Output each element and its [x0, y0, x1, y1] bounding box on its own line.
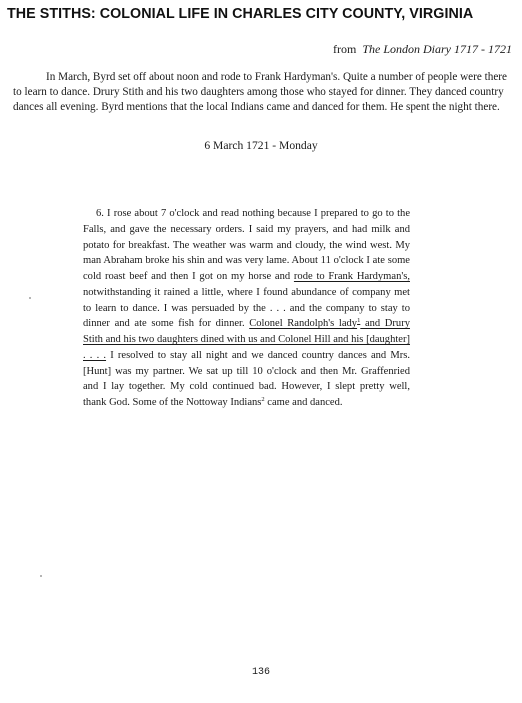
- page-number: 136: [251, 667, 270, 678]
- footnote-marker: 1: [357, 317, 361, 325]
- entry-text: I resolved to stay all night and we danced country dances and Mrs. [Hunt] was my partner. We sat up till 10 o'clock and then Mr. Graffenried and I lay together. My cold continued bad. However, I slept pretty well, thank God. Some of the Nottoway Indians: [83, 349, 410, 408]
- entry-text: notwithstanding it rained a little, where I found abundance of company met to learn to dance. I was persuaded by the . . . and the company to stay to dinner and ate some fish for dinner.: [83, 286, 410, 330]
- entry-text: came and danced.: [264, 397, 343, 408]
- footnote-marker: 2: [261, 396, 265, 403]
- entry-text: 6. I rose about 7 o'clock and read nothing because I prepared to go to the Falls, and gave the necessary orders. I said my prayers, and had milk and potato for breakfast. The weather was warm and cloudy, the wind west. My man Abraham broke his shin and was very lame. About 11 o'clock I ate some cold roast beef and then I got on my horse and: [83, 208, 410, 282]
- intro-paragraph: In March, Byrd set off about noon and rode to Frank Hardyman's. Quite a number of people were there to learn to dance. Drury Stith and his two daughters among those who stayed for dinner. They danced country dances all evening. Byrd mentions that the local Indians came and danced for them. He spent the night there.: [13, 71, 507, 113]
- source-prefix: from: [333, 42, 357, 56]
- underlined-phrase: rode to Frank Hardyman's,: [293, 271, 410, 282]
- underlined-phrase: Colonel Randolph's lady: [249, 318, 358, 330]
- source-title: The London Diary 1717 - 1721: [362, 42, 512, 56]
- scan-speck: [29, 297, 31, 299]
- entry-date: 6 March 1721 - Monday: [204, 139, 318, 152]
- page-title: THE STITHS: COLONIAL LIFE IN CHARLES CITY COUNTY, VIRGINIA: [7, 6, 474, 22]
- diary-entry: [83, 206, 410, 411]
- underlined-phrase: and Drury Stith and his two daughters dined with us and Colonel Hill and his [daughter] . . . .: [83, 318, 410, 361]
- source-citation: [333, 42, 512, 57]
- scan-speck: [40, 575, 42, 577]
